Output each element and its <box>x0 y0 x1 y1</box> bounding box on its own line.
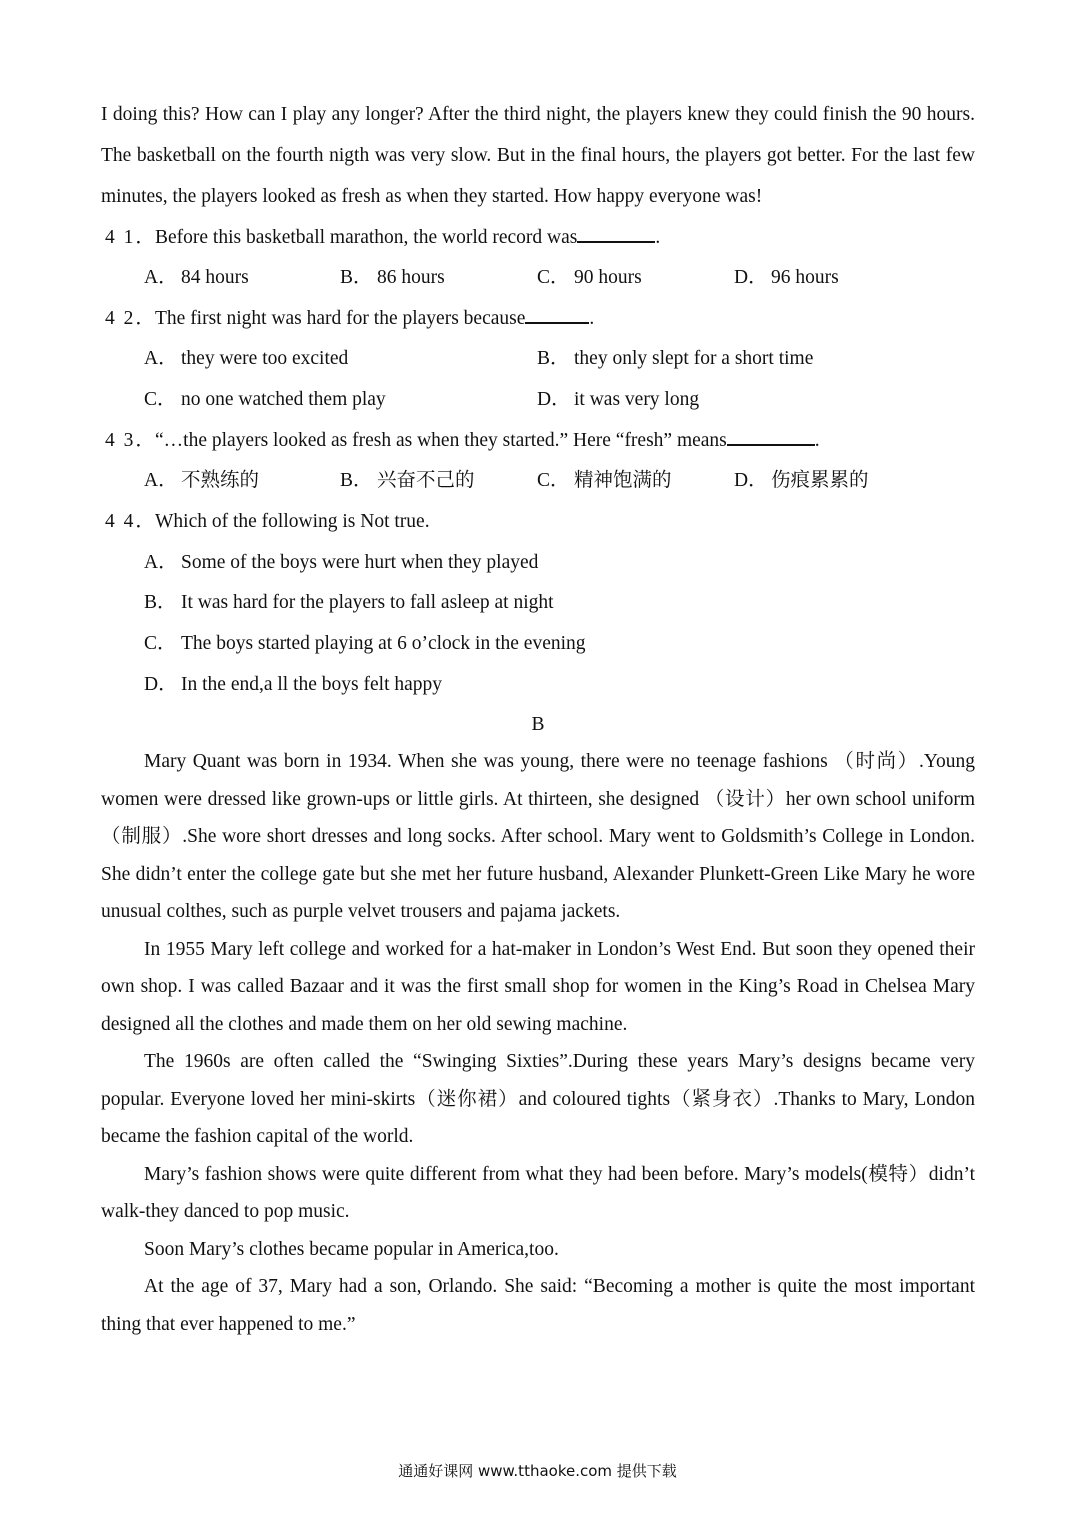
option-c <box>537 461 672 502</box>
option-label: A． <box>144 551 178 573</box>
passage-b-paragraph-1: Mary Quant was born in 1934. When she was young, there were no teenage fashions （时尚）.Young women were dressed like grown-ups or little girls. At thirteen, she designed （设计）her own school uniform（制服）.She wore short dresses and long socks. After school. Mary went to Goldsmith’s College in London. She didn’t enter the college gate but she met her future husband, Alexander Plunkett-Green Like Mary he wore unusual colthes, such as purple velvet trousers and pajama jackets. <box>101 751 975 923</box>
option-label: D． <box>734 266 768 288</box>
option-label: D． <box>144 673 178 695</box>
question-44 <box>101 502 975 543</box>
option-c <box>144 380 386 421</box>
option-b <box>144 583 554 624</box>
question-number: 4 2． <box>105 308 157 330</box>
option-text: they only slept for a short time <box>574 348 814 370</box>
option-text: 兴奋不己的 <box>377 470 475 492</box>
option-text: 96 hours <box>771 266 839 288</box>
option-label: B． <box>537 348 570 370</box>
passage-b-paragraph-4: Mary’s fashion shows were quite different from what they had been before. Mary’s models(模特）didn’t walk-they danced to pop music. <box>101 1163 975 1223</box>
option-text: In the end,a ll the boys felt happy <box>181 673 443 695</box>
option-d <box>734 461 869 502</box>
option-label: A． <box>144 470 178 492</box>
question-41 <box>101 217 975 258</box>
option-label: B． <box>144 592 177 614</box>
option-label: C． <box>537 470 570 492</box>
question-42 <box>101 298 975 339</box>
options-row <box>101 339 975 380</box>
question-stem: The first night was hard for the players because <box>155 308 526 330</box>
question-stem: “…the players looked as fresh as when they started.” Here “fresh” means <box>155 430 727 452</box>
options-row <box>101 258 975 299</box>
option-d <box>144 665 442 706</box>
options-row <box>101 665 975 706</box>
options-row <box>101 380 975 421</box>
option-text: it was very long <box>574 388 700 410</box>
option-c <box>537 258 642 299</box>
option-text: 84 hours <box>181 266 249 288</box>
passage-a-tail: I doing this? How can I play any longer? After the third night, the players knew they could finish the 90 hours. The basketball on the fourth nigth was very slow. But in the final hours, the players got better. For the last few minutes, the players looked as fresh as when they started. How happy everyone was! <box>101 104 975 207</box>
option-b <box>340 258 445 299</box>
option-b <box>340 461 475 502</box>
question-stem-end: . <box>655 227 661 248</box>
option-label: A． <box>144 348 178 370</box>
option-text: they were too excited <box>181 348 349 370</box>
option-text: 86 hours <box>377 266 445 288</box>
option-d <box>537 380 699 421</box>
option-label: D． <box>734 470 768 492</box>
question-number: 4 1． <box>105 227 157 248</box>
option-a <box>144 339 348 380</box>
option-label: B． <box>340 266 373 288</box>
option-text: no one watched them play <box>181 388 386 410</box>
option-label: C． <box>537 266 570 288</box>
option-a <box>144 258 249 299</box>
question-number: 4 3． <box>105 430 157 452</box>
options-row <box>101 624 975 665</box>
option-a <box>144 543 538 584</box>
options-row <box>101 583 975 624</box>
option-text: Some of the boys were hurt when they played <box>181 551 539 573</box>
option-text: The boys started playing at 6 o’clock in the evening <box>181 632 586 654</box>
question-stem-end: . <box>814 430 820 452</box>
option-c <box>144 624 586 665</box>
question-stem-end: . <box>589 308 595 330</box>
question-stem: Before this basketball marathon, the world record was <box>155 227 578 248</box>
option-text: 伤痕累累的 <box>771 470 869 492</box>
answer-blank <box>727 420 815 446</box>
document-page <box>101 94 975 1343</box>
option-label: C． <box>144 388 177 410</box>
option-b <box>537 339 813 380</box>
page-footer: 通通好课网 www.tthaoke.com 提供下载 <box>398 1462 677 1480</box>
answer-blank <box>525 298 589 324</box>
question-number: 4 4． <box>105 510 157 532</box>
question-stem: Which of the following is Not true. <box>155 510 430 532</box>
options-row <box>101 461 975 502</box>
passage-b-paragraph-3: The 1960s are often called the “Swinging Sixties”.During these years Mary’s designs became very popular. Everyone loved her mini-skirts（迷你裙）and coloured tights（紧身衣）.Thanks to Mary, London became the fashion capital of the world. <box>101 1051 975 1148</box>
passage-b <box>101 743 975 1343</box>
option-text: 精神饱满的 <box>574 470 672 492</box>
option-text: It was hard for the players to fall asleep at night <box>181 592 554 614</box>
option-text: 不熟练的 <box>181 470 260 492</box>
options-row <box>101 543 975 584</box>
option-d <box>734 258 839 299</box>
section-b-title: B <box>531 714 545 736</box>
passage-b-paragraph-6: At the age of 37, Mary had a son, Orlando. She said: “Becoming a mother is quite the most important thing that ever happened to me.” <box>101 1276 975 1335</box>
passage-b-paragraph-2: In 1955 Mary left college and worked for a hat-maker in London’s West End. But soon they opened their own shop. I was called Bazaar and it was the first small shop for women in the King’s Road in Chelsea Mary designed all the clothes and made them on her old sewing machine. <box>101 938 975 1035</box>
option-label: C． <box>144 632 177 654</box>
option-label: B． <box>340 470 373 492</box>
option-text: 90 hours <box>574 266 642 288</box>
option-label: D． <box>537 388 571 410</box>
answer-blank <box>577 217 655 243</box>
option-label: A． <box>144 266 178 288</box>
question-43 <box>101 420 975 461</box>
option-a <box>144 461 259 502</box>
passage-b-paragraph-5: Soon Mary’s clothes became popular in America,too. <box>144 1238 559 1260</box>
